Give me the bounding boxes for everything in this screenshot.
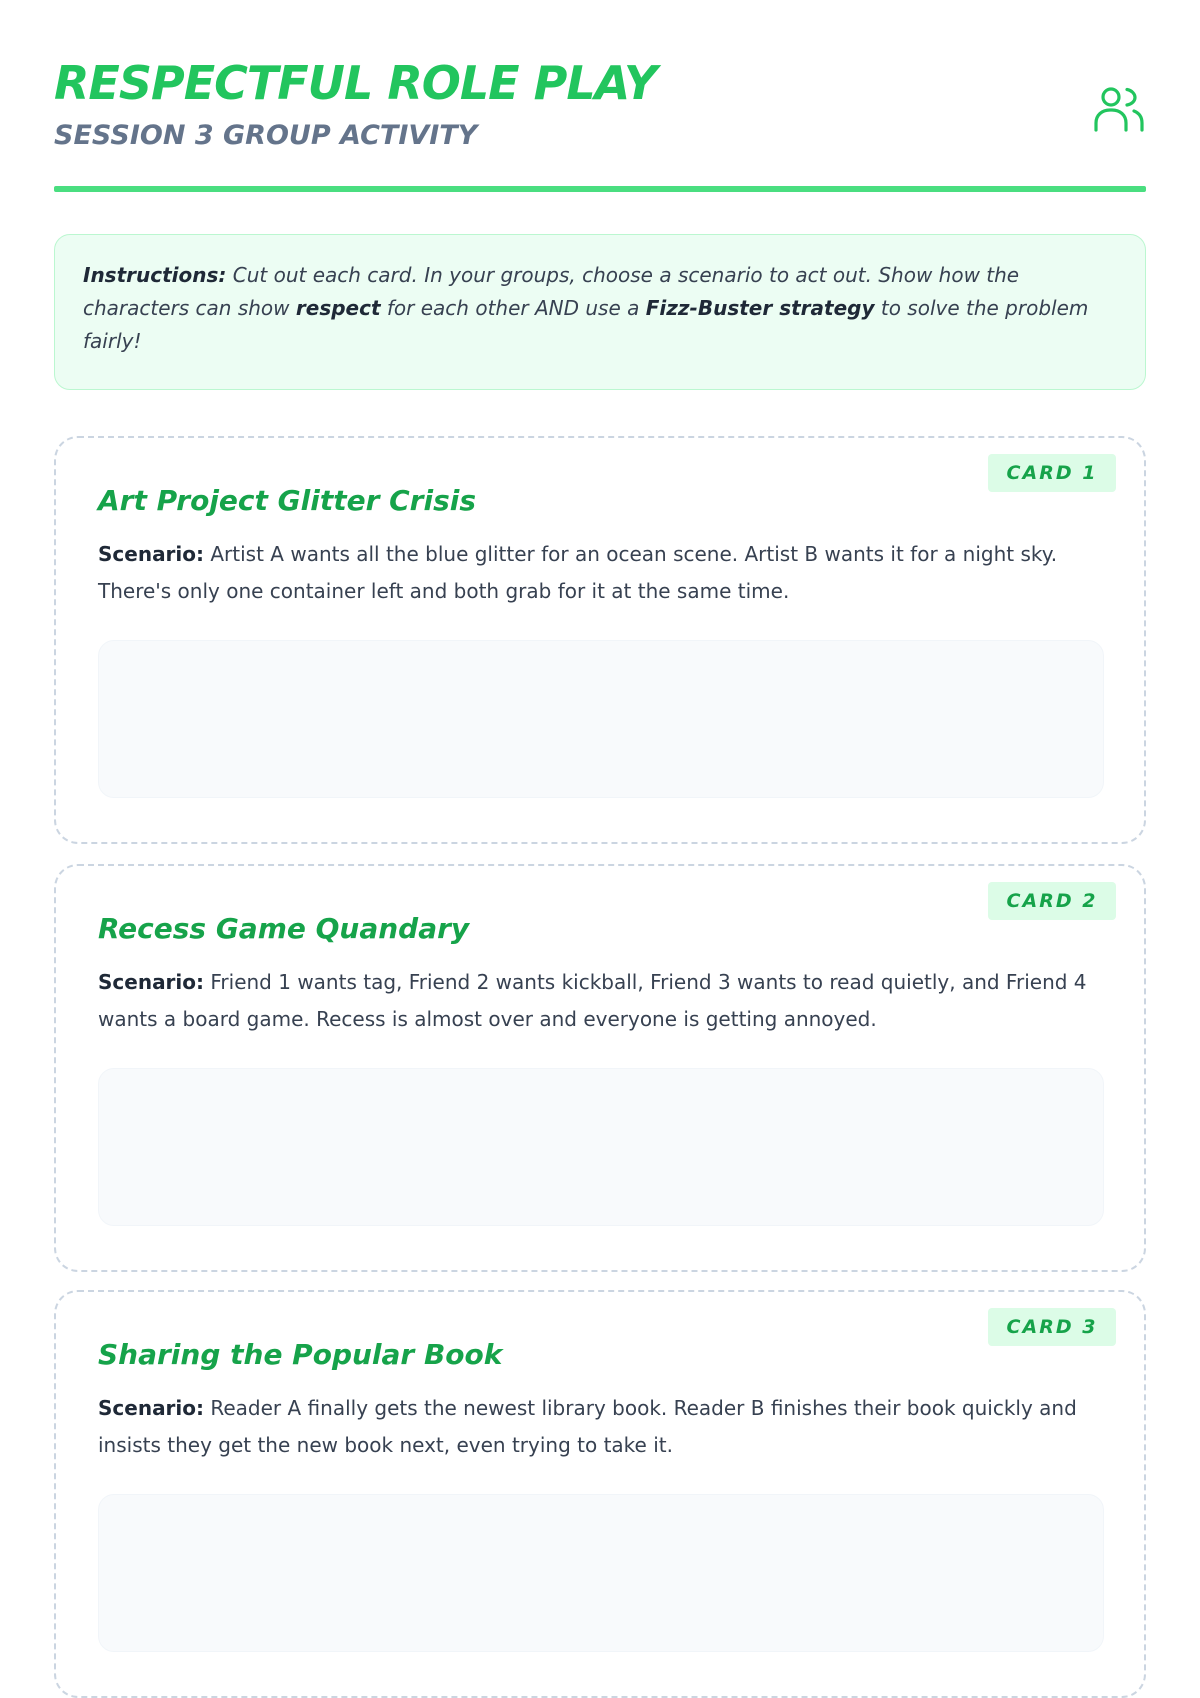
card-badge: CARD 3	[988, 1308, 1116, 1346]
card-title: Art Project Glitter Crisis	[98, 484, 477, 517]
scenario-card-3	[54, 1290, 1146, 1698]
card-scenario	[98, 964, 1104, 1038]
users-icon	[1092, 82, 1146, 136]
page-header	[54, 0, 1146, 190]
scenario-label: Scenario:	[98, 542, 205, 566]
scenario-label: Scenario:	[98, 970, 205, 994]
scenario-card-1	[54, 436, 1146, 844]
instructions-text-2: for each other AND use a	[380, 296, 646, 320]
scenario-text: Friend 1 wants tag, Friend 2 wants kickball, Friend 3 wants to read quietly, and Friend 4 wants a board game. Recess is almost over and everyone is getting annoyed.	[98, 970, 1087, 1031]
scenario-text: Reader A finally gets the newest library book. Reader B finishes their book quickly and insists they get the new book next, even trying to take it.	[98, 1396, 1077, 1457]
instructions-text-3: to solve the problem fairly!	[83, 296, 1089, 353]
worksheet-page	[54, 0, 1146, 1457]
instructions-text-1: Cut out each card. In your groups, choose a scenario to act out. Show how the characters can show	[83, 263, 1020, 320]
card-scenario	[98, 536, 1104, 610]
header-divider	[54, 186, 1146, 192]
card-notes-area	[98, 1068, 1104, 1226]
instructions-emphasis-respect: respect	[295, 296, 381, 320]
scenario-text: Artist A wants all the blue glitter for an ocean scene. Artist B wants it for a night sky. There's only one container left and both grab for it at the same time.	[98, 542, 1058, 603]
card-scenario	[98, 1390, 1104, 1464]
scenario-label: Scenario:	[98, 1396, 205, 1420]
page-subtitle: SESSION 3 GROUP ACTIVITY	[54, 120, 478, 151]
instructions-box	[54, 234, 1146, 390]
card-badge: CARD 2	[988, 882, 1116, 920]
instructions-emphasis-strategy: Fizz-Buster strategy	[645, 296, 875, 320]
page-title: RESPECTFUL ROLE PLAY	[54, 56, 657, 110]
instructions-label: Instructions:	[83, 263, 227, 287]
card-notes-area	[98, 640, 1104, 798]
card-notes-area	[98, 1494, 1104, 1652]
card-badge: CARD 1	[988, 454, 1116, 492]
card-title: Recess Game Quandary	[98, 912, 470, 945]
scenario-card-2	[54, 864, 1146, 1272]
card-title: Sharing the Popular Book	[98, 1338, 503, 1371]
